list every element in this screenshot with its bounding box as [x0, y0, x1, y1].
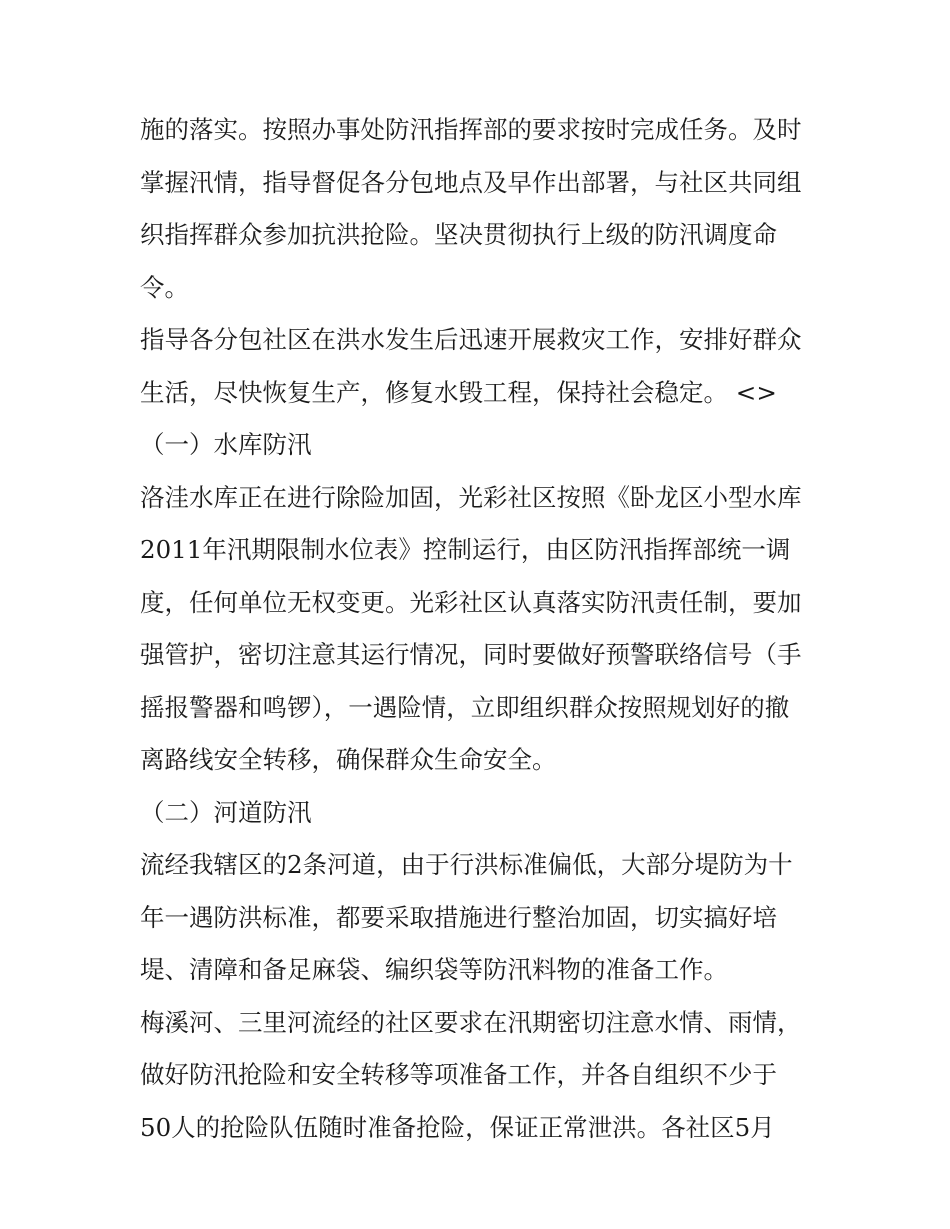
- text-line: 令。: [140, 272, 189, 302]
- text-line: 梅溪河、三里河流经的社区要求在汛期密切注意水情、雨情，: [140, 1007, 802, 1037]
- text-line: 做好防汛抢险和安全转移等项准备工作，并各自组织不少于: [140, 1060, 777, 1089]
- text-line: 指导各分包社区在洪水发生后迅速开展救灾工作，安排好群众: [140, 325, 802, 354]
- text-line: 洛洼水库正在进行除险加固，光彩社区按照《卧龙区小型水库: [140, 482, 802, 512]
- text-line: 离路线安全转移，确保群众生命安全。: [140, 745, 557, 774]
- text-line: 施的落实。按照办事处防汛指挥部的要求按时完成任务。及时: [140, 115, 802, 144]
- text-line: 强管护，密切注意其运行情况，同时要做好预警联络信号（手: [140, 640, 802, 669]
- text-line: 年一遇防洪标准，都要采取措施进行整治加固，切实搞好培: [140, 902, 777, 932]
- text-line: 掌握汛情，指导督促各分包地点及早作出部署，与社区共同组: [140, 167, 802, 197]
- text-line: 织指挥群众参加抗洪抢险。坚决贯彻执行上级的防汛调度命: [140, 220, 777, 249]
- text-line: 生活，尽快恢复生产，修复水毁工程，保持社会稳定。 <>: [140, 377, 777, 407]
- text-line: 流经我辖区的2条河道，由于行洪标准偏低，大部分堤防为十: [140, 850, 793, 879]
- text-line: 度，任何单位无权变更。光彩社区认真落实防汛责任制，要加: [140, 587, 802, 617]
- body-text: [140, 104, 820, 1154]
- section-heading: （一）水库防汛: [140, 430, 312, 459]
- section-heading: （二）河道防汛: [140, 797, 312, 827]
- text-line: 50人的抢险队伍随时准备抢险，保证正常泄洪。各社区5月: [140, 1112, 775, 1142]
- text-line: 堤、清障和备足麻袋、编织袋等防汛料物的准备工作。: [140, 955, 728, 984]
- text-line: 2011年汛期限制水位表》控制运行，由区防汛指挥部统一调: [140, 535, 791, 564]
- text-line: 摇报警器和鸣锣），一遇险情，立即组织群众按照规划好的撤: [140, 692, 790, 722]
